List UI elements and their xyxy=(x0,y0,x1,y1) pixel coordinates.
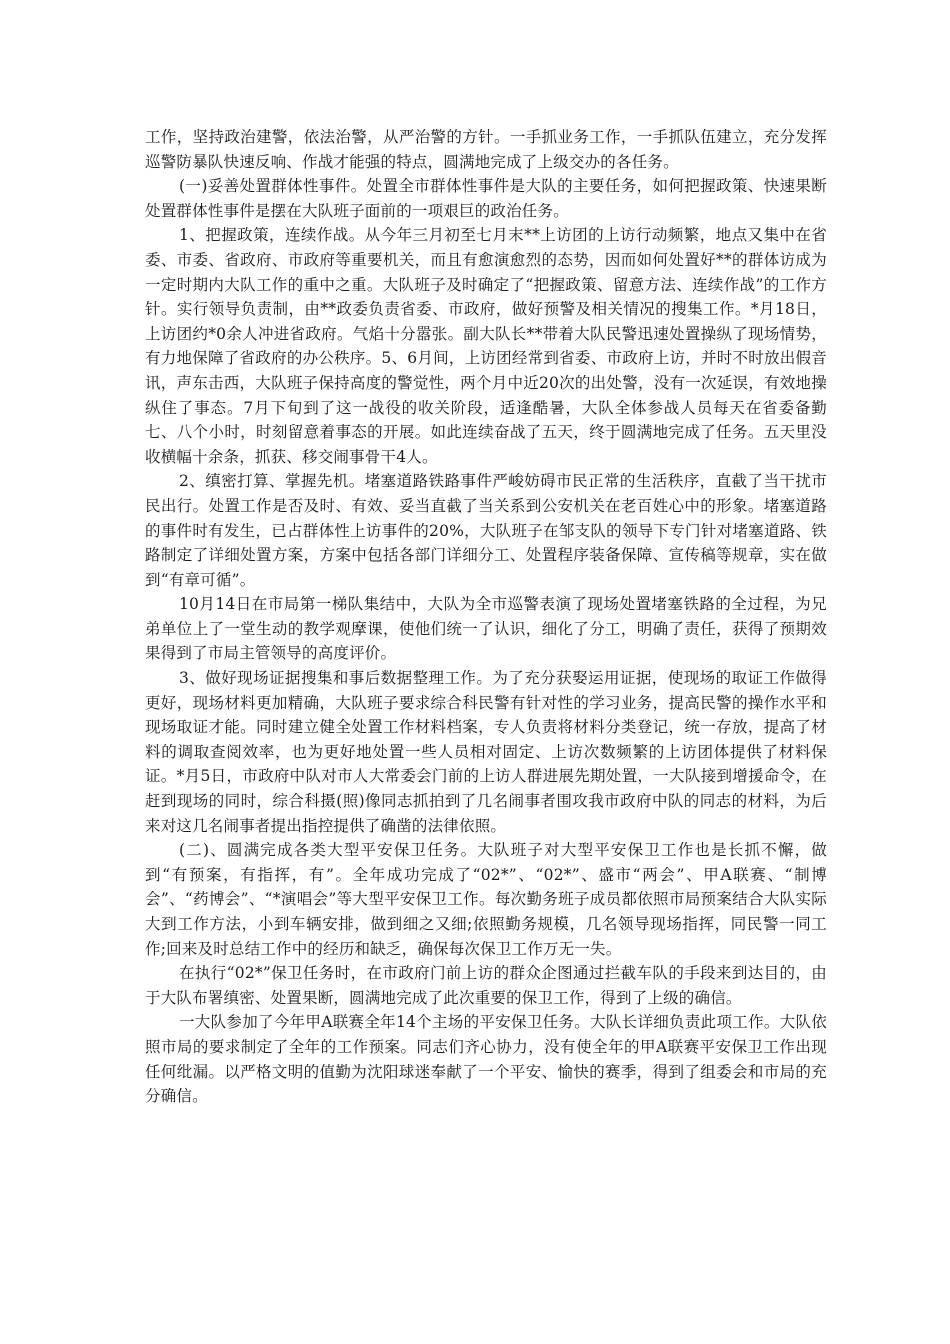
paragraph-4: 2、缜密打算、掌握先机。堵塞道路铁路事件严峻妨碍市民正常的生活秩序，直截了当干扰市民出行。处置工作是否及时、有效、妥当直截了当关系到公安机关在老百姓心中的形象。堵塞道路的事件时有发生，已占群体性上访事件的20%，大队班子在邹支队的领导下专门针对堵塞道路、铁路制定了详细处置方案，方案中包括各部门详细分工、处置程序装备保障、宣传稿等规章，实在做到“有章可循”。 xyxy=(145,472,827,589)
paragraph-8: 在执行“02*”保卫任务时，在市政府门前上访的群众企图通过拦截车队的手段来到达目的，由于大队布署缜密、处置果断，圆满地完成了此次重要的保卫工作，得到了上级的确信。 xyxy=(145,964,827,1007)
paragraph-3: 1、把握政策，连续作战。从今年三月初至七月末**上访团的上访行动频繁，地点又集中在省委、市委、省政府、市政府等重要机关，而且有愈演愈烈的态势，因而如何处置好**的群体访成为一定时期内大队工作的重中之重。大队班子及时确定了“把握政策、留意方法、连续作战”的工作方针。实行领导负责制，由**政委负责省委、市政府，做好预警及相关情况的搜集工作。*月18日，上访团约*0余人冲进省政府。气焰十分嚣张。副大队长**带着大队民警迅速处置操纵了现场情势，有力地保障了省政府的办公秩序。5、6月间，上访团经常到省委、市政府上访，并时不时放出假音讯，声东击西，大队班子保持高度的警觉性，两个月中近20次的出处警，没有一次延误，有效地操纵住了事态。7月下旬到了这一战役的收关阶段，适逢酷暑，大队全体参战人员每天在省委备勤七、八个小时，时刻留意着事态的开展。如此连续奋战了五天，终于圆满地完成了任务。五天里没收横幅十余条，抓获、移交闹事骨干4人。 xyxy=(145,226,827,466)
document-body xyxy=(145,125,827,1109)
paragraph-2: (一)妥善处置群体性事件。处置全市群体性事件是大队的主要任务，如何把握政策、快速果断处置群体性事件是摆在大队班子面前的一项艰巨的政治任务。 xyxy=(145,177,827,220)
paragraph-7: (二)、圆满完成各类大型平安保卫任务。大队班子对大型平安保卫工作也是长抓不懈，做到“有预案，有指挥，有”。全年成功完成了“02*”、“02*”、盛市“两会”、甲A联赛、“制博会”、“药博会”、“*演唱会”等大型平安保卫工作。每次勤务班子成员都依照市局预案结合大队实际大到工作方法，小到车辆安排，做到细之又细;依照勤务规模，几名领导现场指挥，同民警一同工作;回来及时总结工作中的经历和缺乏，确保每次保卫工作万无一失。 xyxy=(145,841,827,958)
paragraph-5: 10月14日在市局第一梯队集结中，大队为全市巡警表演了现场处置堵塞铁路的全过程，为兄弟单位上了一堂生动的教学观摩课，使他们统一了认识，细化了分工，明确了责任，获得了预期效果得到了市局主管领导的高度评价。 xyxy=(145,595,827,663)
paragraph-9: 一大队参加了今年甲A联赛全年14个主场的平安保卫任务。大队长详细负责此项工作。大队依照市局的要求制定了全年的工作预案。同志们齐心协力，没有使全年的甲A联赛平安保卫工作出现任何纰漏。以严格文明的值勤为沈阳球迷奉献了一个平安、愉快的赛季，得到了组委会和市局的充分确信。 xyxy=(145,1013,827,1106)
paragraph-1: 工作，坚持政治建警，依法治警，从严治警的方针。一手抓业务工作，一手抓队伍建立，充分发挥巡警防暴队快速反响、作战才能强的特点，圆满地完成了上级交办的各任务。 xyxy=(145,128,827,171)
paragraph-6: 3、做好现场证据搜集和事后数据整理工作。为了充分获娶运用证据，使现场的取证工作做得更好，现场材料更加精确，大队班子要求综合科民警有针对性的学习业务，提高民警的操作水平和现场取证才能。同时建立健全处置工作材料档案，专人负责将材料分类登记，统一存放，提高了材料的调取查阅效率，也为更好地处置一些人员相对固定、上访次数频繁的上访团体提供了材料保证。*月5日，市政府中队对市人大常委会门前的上访人群进展先期处置，一大队接到增援命令，在赶到现场的同时，综合科摄(照)像同志抓拍到了几名闹事者围攻我市政府中队的同志的材料，为后来对这几名闹事者提出指控提供了确凿的法律依照。 xyxy=(145,669,827,835)
